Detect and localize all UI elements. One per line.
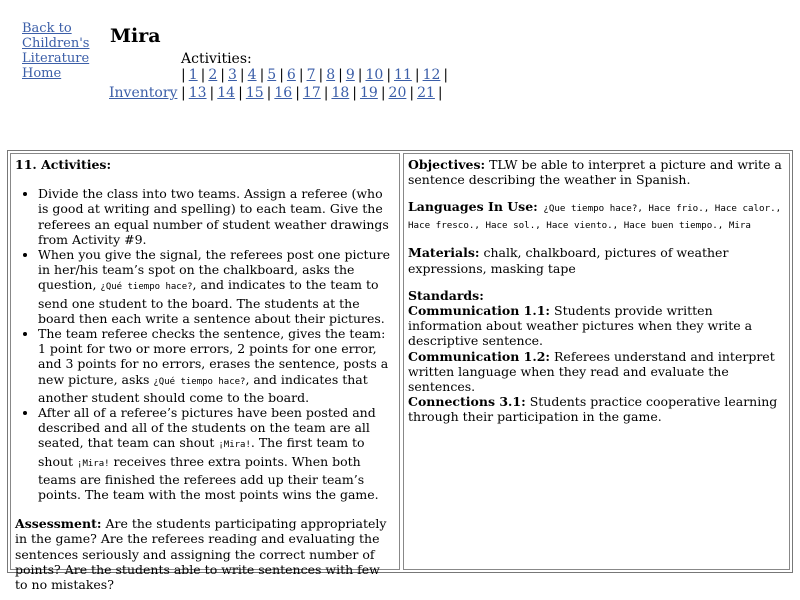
activity-table: [7, 150, 793, 593]
activity-link-16[interactable]: 16: [274, 85, 293, 101]
list-item: • Divide the class into two teams. Assign a referee (who is good at writing and spelling) to each team. Give the referees an equal number of student weather drawings from Activity #9.: [38, 186, 395, 247]
activities-cell: [10, 153, 400, 593]
standard-item: Communication 1.1: Students provide written information about weather pictures when they write a descriptive sentence.: [408, 303, 753, 349]
details-cell: [403, 153, 790, 570]
activity-link-12[interactable]: 12: [422, 67, 441, 83]
standard-item: Communication 1.2: Referees understand and interpret written language when they read and evaluate the sentences.: [408, 348, 775, 395]
activity-link-4[interactable]: 4: [247, 67, 257, 83]
activity-link-17[interactable]: 17: [302, 85, 321, 101]
objectives-paragraph: Objectives: TLW be able to interpret a picture and write a sentence describing the weather in Spanish.: [408, 157, 782, 188]
assessment-paragraph: Assessment: Are the students participating appropriately in the game? Are the referees reading and evaluating the sentences seriously and assigning the correct number of points? Are the students able to write sentences with few to no mistakes?: [15, 516, 387, 593]
activity-link-5[interactable]: 5: [267, 67, 277, 83]
page-title: Mira: [110, 25, 161, 47]
activities-heading: 11. Activities:: [15, 157, 112, 172]
activity-link-7[interactable]: 7: [306, 67, 316, 83]
activity-link-6[interactable]: 6: [286, 67, 296, 83]
activity-link-3[interactable]: 3: [228, 67, 237, 83]
activity-nav-row-2: | 13 | 14 | 15 | 16 | 17 | 18 | 19 | 20 | 21 |: [181, 85, 443, 101]
activity-link-19[interactable]: 19: [360, 85, 378, 101]
activity-link-8[interactable]: 8: [326, 67, 336, 83]
inventory-link[interactable]: Inventory: [109, 85, 178, 101]
back-to-home-link[interactable]: Back to Children's Literature Home: [22, 21, 90, 81]
languages-paragraph: Languages In Use: ¿Que tiempo hace?, Hace frio., Hace calor., Hace fresco., Hace sol., Hace viento., Hace buen tiempo., Mira: [408, 199, 782, 232]
standards-heading: Standards:: [408, 287, 484, 303]
activity-link-9[interactable]: 9: [345, 67, 355, 83]
materials-paragraph: Materials: chalk, chalkboard, pictures of weather expressions, masking tape: [408, 245, 729, 276]
list-item: • When you give the signal, the referees post one picture in her/his team’s spot on the chalkboard, asks the question, ¿Qué tiempo hace?, and indicates to the team to send one student to the board. The students at the board then each write a sentence about their pictures.: [38, 247, 395, 326]
list-item: • After all of a referee’s pictures have been posted and described and all of the students on the team are all seated, that team can shout ¡Mira!. The first team to shout ¡Mira! receives three extra points. When both teams are finished the referees add up their team’s points. The team with the most points wins the game.: [38, 405, 395, 502]
activity-list: [15, 186, 395, 502]
activity-link-10[interactable]: 10: [365, 67, 384, 83]
activity-link-13[interactable]: 13: [188, 85, 207, 101]
list-item: • The team referee checks the sentence, gives the team: 1 point for two or more errors, 2 points for one error, and 3 points for no errors, erases the sentence, posts a new picture, asks ¿Qué tiempo hace?, and indicates that another student should come to the board.: [38, 326, 395, 405]
activity-link-14[interactable]: 14: [217, 85, 236, 101]
activity-link-15[interactable]: 15: [245, 85, 264, 101]
standard-item: Connections 3.1: Students practice cooperative learning through their participation in the game.: [408, 394, 778, 425]
activity-link-21[interactable]: 21: [417, 85, 435, 101]
activity-link-11[interactable]: 11: [394, 67, 412, 83]
activity-link-2[interactable]: 2: [208, 67, 218, 83]
activity-nav-row-1: | 1 | 2 | 3 | 4 | 5 | 6 | 7 | 8 | 9 | 10 | 11 | 12 |: [181, 67, 449, 83]
activity-link-1[interactable]: 1: [188, 67, 198, 83]
activity-link-18[interactable]: 18: [331, 85, 350, 101]
activity-link-20[interactable]: 20: [388, 85, 407, 101]
activities-label: Activities:: [181, 51, 252, 67]
